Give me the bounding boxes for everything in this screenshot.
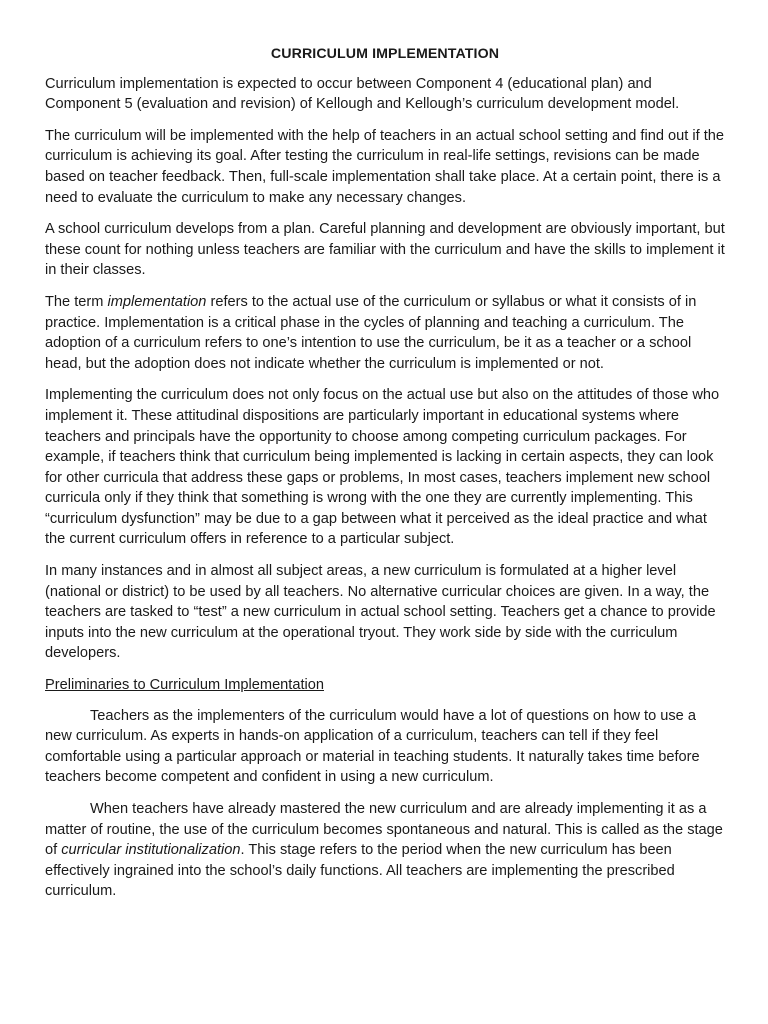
paragraph-3: A school curriculum develops from a plan. Careful planning and development are obviously important, but these count for nothing unless teachers are familiar with the curriculum and have the skills to implement it in their classes. (45, 221, 725, 279)
paragraph-8-start: When teachers have already mastered the new curriculum and are already implementing it as a matter of routine, the use of the curriculum becomes spontaneous and natural. This is called as the stage of (45, 801, 723, 859)
term-implementation: implementation (107, 293, 207, 310)
paragraph-2: The curriculum will be implemented with the help of teachers in an actual school setting and find out if the curriculum is achieving its goal. After testing the curriculum in real-life settings, revisions can be made based on teacher feedback. Then, full-scale implementation shall take place. At a certain point, there is a need to evaluate the curriculum to make any necessary changes. (45, 127, 724, 206)
paragraph-4-rest: refers to the actual use of the curriculum or syllabus or what it consists of in practice. Implementation is a critical phase in the cycles of planning and teaching a curriculum. The adoption of a curriculum refers to one’s intention to use the curriculum, be it as a teacher or a school head, but the adoption does not indicate whether the curriculum is implemented or not. (45, 293, 697, 372)
paragraph-4 (45, 292, 725, 374)
section-subheading: Preliminaries to Curriculum Implementation (45, 677, 324, 694)
paragraph-8 (45, 799, 725, 902)
paragraph-8-rest: . This stage refers to the period when the new curriculum has been effectively ingrained into the school’s daily functions. All teachers are implementing the prescribed curriculum. (45, 842, 675, 900)
paragraph-6: In many instances and in almost all subject areas, a new curriculum is formulated at a higher level (national or district) to be used by all teachers. No alternative curricular choices are given. In a way, the teachers are tasked to “test” a new curriculum in actual school setting. Teachers get a chance to provide inputs into the new curriculum at the operational tryout. They work side by side with the curriculum developers. (45, 563, 716, 662)
paragraph-4-start: The term (45, 293, 108, 310)
document-page (45, 44, 725, 913)
paragraph-5: Implementing the curriculum does not only focus on the actual use but also on the attitudes of those who implement it. These attitudinal dispositions are particularly important in educational systems where teachers and principals have the opportunity to choose among competing curriculum packages. For example, if teachers think that curriculum being implemented is lacking in certain aspects, they can look for other curricula that address these gaps or problems, In most cases, teachers implement new school curricula only if they think that something is wrong with the one they are currently implementing. This “curriculum dysfunction” may be due to a gap between what it perceived as the ideal practice and what the current curriculum offers in reference to a particular subject. (45, 387, 720, 548)
paragraph-1: Curriculum implementation is expected to occur between Component 4 (educational plan) and Component 5 (evaluation and revision) of Kellough and Kellough’s curriculum development model. (45, 75, 680, 113)
page-title: CURRICULUM IMPLEMENTATION (270, 46, 500, 62)
term-curricular-institutionalization: curricular institutionalization (61, 842, 241, 859)
paragraph-7: Teachers as the implementers of the curriculum would have a lot of questions on how to use a new curriculum. As experts in hands-on application of a curriculum, teachers can tell if they feel comfortable using a particular approach or material in teaching students. It naturally takes time before teachers become competent and confident in using a new curriculum. (45, 707, 700, 786)
